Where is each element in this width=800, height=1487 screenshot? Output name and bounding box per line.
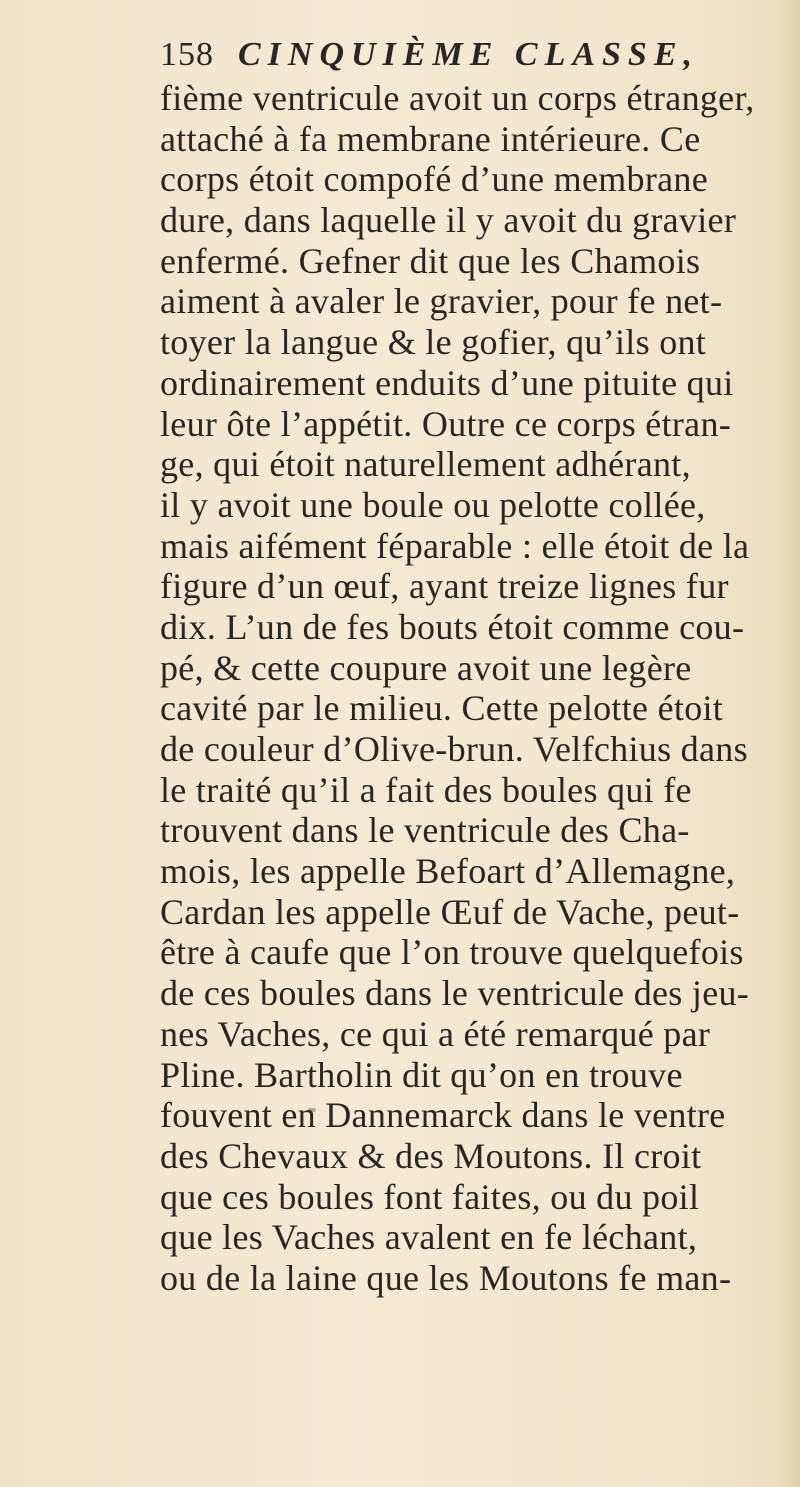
text-line: pé, & cette coupure avoit une legère (160, 647, 692, 688)
body-text (160, 78, 800, 1299)
text-line: mais aifément féparable : elle étoit de la (160, 525, 750, 566)
text-line: ordinairement enduits d’une pituite qui (160, 362, 734, 403)
text-line: dure, dans laquelle il y avoit du gravier (160, 200, 737, 241)
text-line: toyer la langue & le gofier, qu’ils ont (160, 322, 707, 363)
text-line: le traité qu’il a fait des boules qui fe (160, 769, 692, 810)
text-line: enfermé. Gefner dit que les Chamois (160, 240, 701, 281)
text-line: de couleur d’Olive-brun. Velfchius dans (160, 729, 748, 769)
text-line: ge, qui étoit naturellement adhérant, (160, 444, 691, 485)
text-line: ou de la laine que les Moutons fe man- (160, 1257, 732, 1298)
text-line: de ces boules dans le ventricule des jeu- (160, 973, 750, 1014)
text-line: mois, les appelle Befoart d’Allemagne, (160, 851, 736, 892)
text-line: Cardan les appelle Œuf de Vache, peut- (160, 891, 740, 932)
text-line: leur ôte l’appétit. Outre ce corps étran- (160, 403, 732, 444)
text-line: Pline. Bartholin dit qu’on en trouve (160, 1054, 683, 1095)
text-line: nes Vaches, ce qui a été remarqué par (160, 1013, 711, 1054)
text-line: corps étoit compofé d’une membrane (160, 159, 709, 200)
ink-mark (308, 1108, 316, 1112)
text-line: cavité par le milieu. Cette pelotte étoit (160, 688, 724, 729)
text-line: trouvent dans le ventricule des Cha- (160, 810, 690, 851)
text-line: dix. L’un de fes bouts étoit comme cou- (160, 606, 745, 647)
page-number: 158 (160, 36, 214, 73)
text-line: il y avoit une boule ou pelotte collée, (160, 484, 706, 525)
text-line: aiment à avaler le gravier, pour fe net- (160, 281, 723, 322)
text-line: attaché à fa membrane intérieure. Ce (160, 118, 701, 159)
text-line: des Chevaux & des Moutons. Il croit (160, 1135, 702, 1176)
text-line: être à caufe que l’on trouve quelquefois (160, 932, 744, 973)
text-line: figure d’un œuf, ayant treize lignes fur (160, 566, 729, 607)
text-line: que les Vaches avalent en fe léchant, (160, 1217, 698, 1258)
text-line: fouvent en Dannemarck dans le ventre (160, 1095, 726, 1136)
running-head: CINQUIÈME CLASSE, (238, 36, 700, 73)
text-line: que ces boules font faites, ou du poil (160, 1176, 700, 1217)
text-line: fième ventricule avoit un corps étranger, (160, 78, 755, 118)
